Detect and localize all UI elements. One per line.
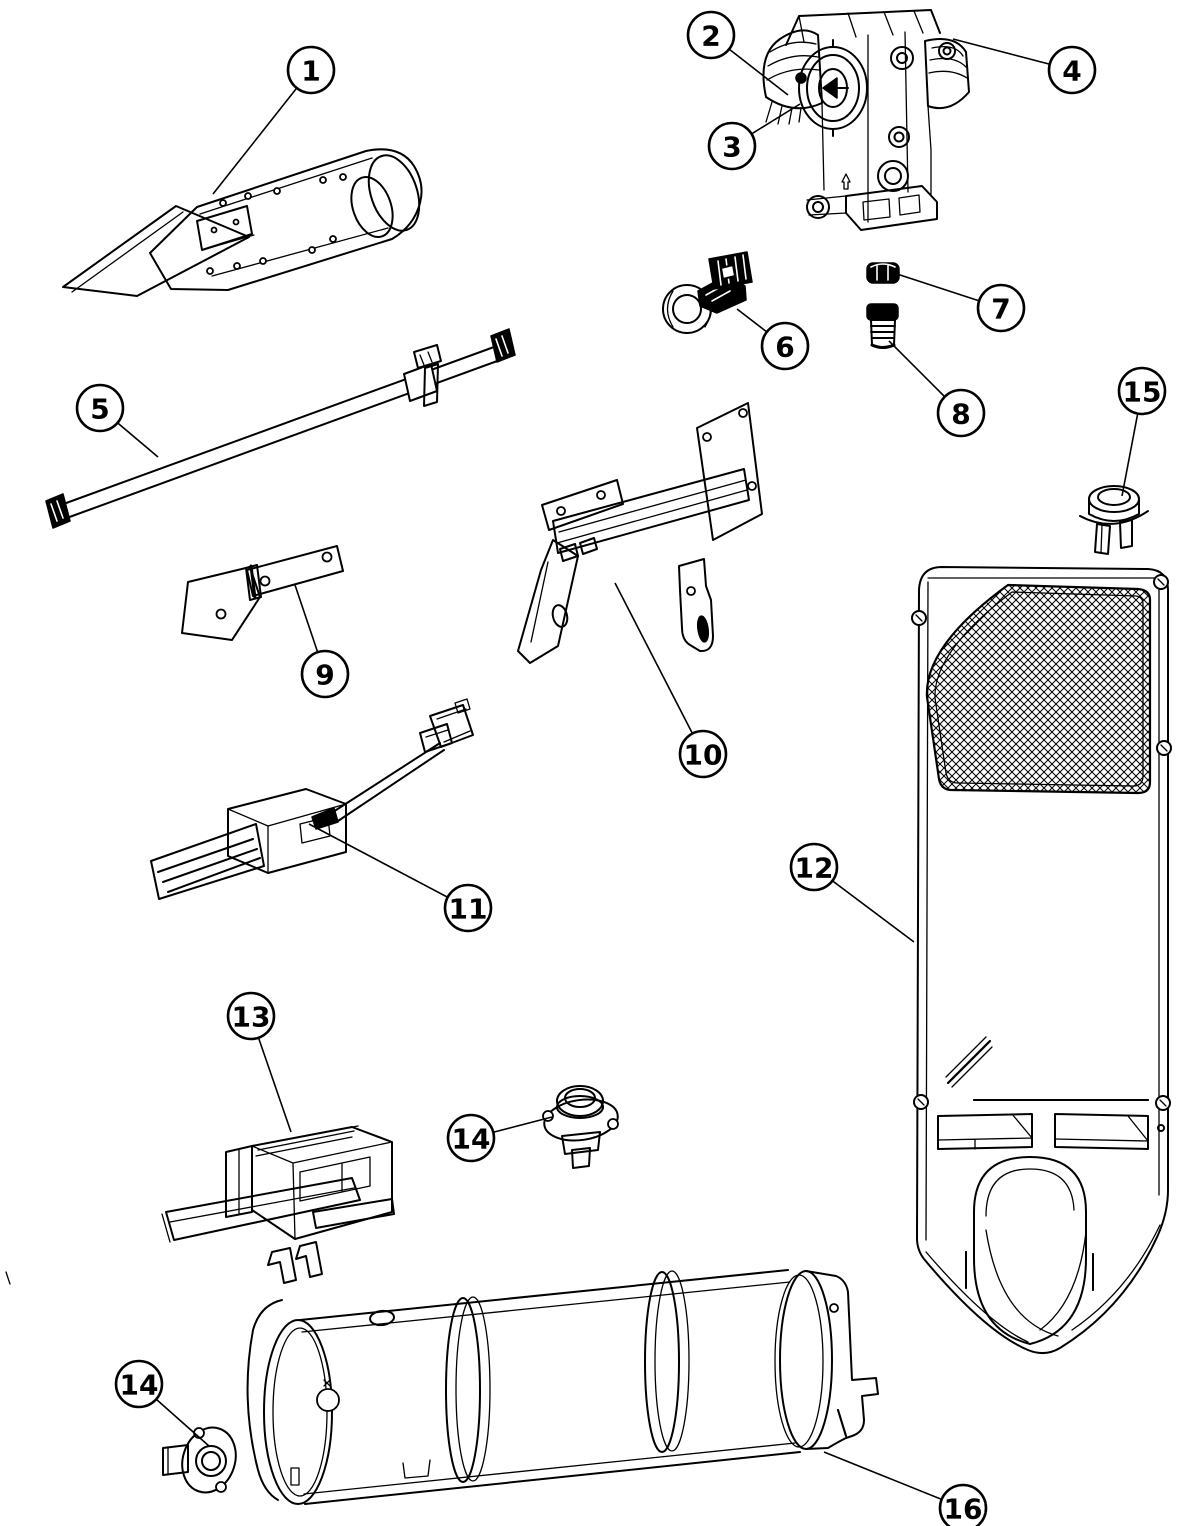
callout-12 [791, 844, 914, 942]
stray-mark [6, 1272, 10, 1284]
callout-3 [709, 104, 800, 169]
part-13-plastic-holder-sketch [162, 1126, 394, 1283]
callout-leader-line [309, 824, 468, 908]
callout-number: 4 [1062, 54, 1082, 88]
part-14-thermostat-middle-sketch [542, 1086, 621, 1168]
part-2-gas-valve-assembly-sketch [763, 10, 969, 230]
callout-number: 11 [448, 892, 488, 926]
callout-number: 9 [315, 658, 335, 692]
callout-14-lower [116, 1361, 209, 1446]
callout-number: 12 [794, 851, 834, 885]
vent-openings [938, 1114, 1148, 1149]
callout-number: 13 [231, 1000, 271, 1034]
callout-number: 7 [991, 292, 1011, 326]
part-16-heater-cone-sketch [248, 1270, 878, 1504]
part-15-thermal-fuse-sketch [1080, 486, 1148, 554]
callout-number: 2 [701, 19, 721, 53]
callout-leader-line [615, 583, 703, 754]
diagonal-slot [946, 1037, 992, 1087]
callout-number: 15 [1122, 375, 1162, 409]
mesh-screen [927, 585, 1150, 793]
callout-number: 6 [775, 330, 795, 364]
part-1-burner-inlet-duct-sketch [63, 149, 428, 296]
callout-15 [1119, 368, 1165, 496]
part-6-elbow-fitting-sketch [663, 252, 752, 333]
callout-7 [897, 274, 1024, 331]
part-14-thermostat-lower-sketch [163, 1421, 244, 1500]
callout-10 [615, 583, 726, 777]
callout-13 [228, 993, 291, 1132]
part-11-igniter-sketch [151, 699, 473, 899]
callout-number: 5 [90, 392, 110, 426]
callout-1 [213, 47, 334, 194]
callout-6 [737, 309, 808, 369]
callout-number: 14 [119, 1368, 159, 1402]
callout-16 [824, 1452, 986, 1526]
callout-9 [295, 585, 348, 697]
callout-number: 3 [722, 130, 742, 164]
callout-number: 8 [951, 397, 971, 431]
part-10-mounting-bracket-sketch [518, 403, 762, 663]
part-7-hex-cap-sketch [867, 263, 899, 283]
callout-number: 14 [451, 1122, 491, 1156]
callout-number: 1 [301, 54, 321, 88]
part-9-small-bracket-sketch [182, 546, 343, 640]
part-12-heater-housing-sketch [912, 567, 1171, 1353]
part-5-gas-supply-pipe-sketch [46, 329, 515, 528]
part-8-threaded-plug-sketch [867, 304, 898, 348]
callout-11 [309, 824, 491, 931]
callout-number: 10 [683, 738, 723, 772]
callout-5 [77, 385, 158, 457]
callout-4 [953, 39, 1095, 93]
callout-14-middle [448, 1115, 552, 1161]
callout-2 [688, 12, 788, 95]
duct-opening [966, 1157, 1093, 1344]
callout-8 [889, 341, 984, 436]
callout-number: 16 [943, 1492, 983, 1526]
